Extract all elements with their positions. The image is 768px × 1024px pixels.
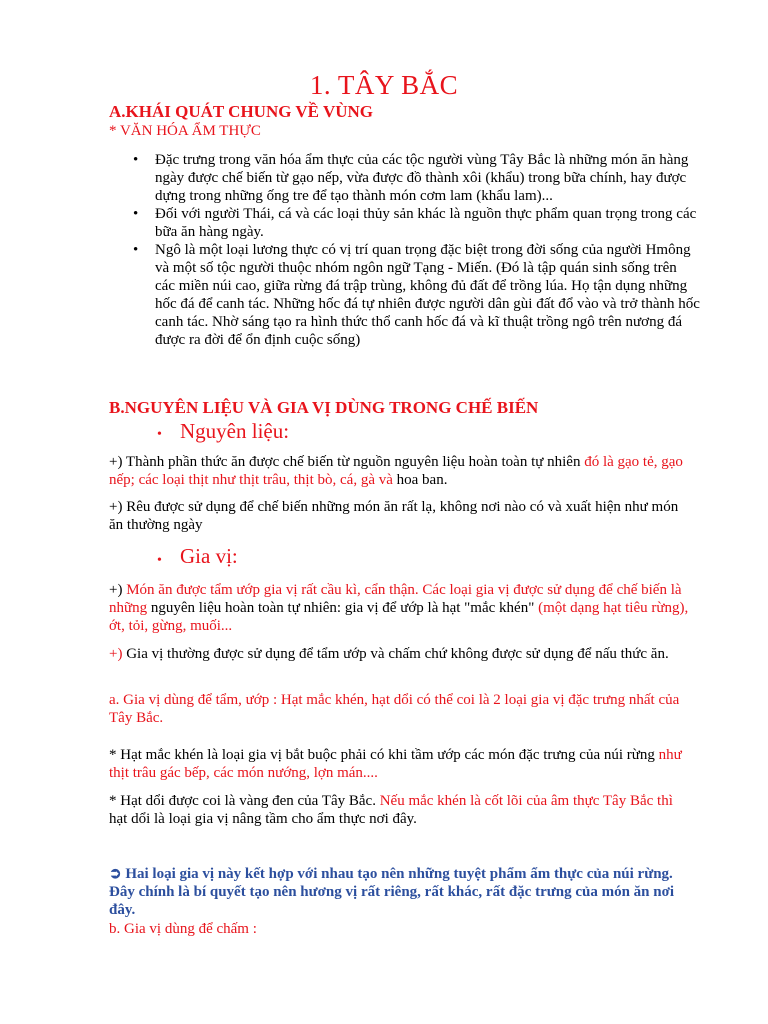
paragraph-text: * Hạt mắc khén là loại gia vị bắt buộc phải có khi tầm ướp các món đặc trưng của núi rừng <box>109 747 659 763</box>
paragraph-text: hạt dổi là loại gia vị nâng tầm cho ẩm thực nơi đây. <box>109 811 417 827</box>
ingredients-paragraph-1 <box>109 453 689 489</box>
mac-khen-paragraph <box>109 746 689 782</box>
summary-paragraph <box>109 865 689 919</box>
section-b-heading: B.NGUYÊN LIỆU VÀ GIA VỊ DÙNG TRONG CHẾ BIẾN <box>109 398 539 417</box>
list-item: • Đối với người Thái, cá và các loại thủy sản khác là nguồn thực phẩm quan trọng trong các bữa ăn hàng ngày. <box>155 205 700 241</box>
section-a-heading: A.KHÁI QUÁT CHUNG VỀ VÙNG <box>109 102 374 121</box>
paragraph-text: nguyên liệu hoàn toàn tự nhiên: gia vị để ướp là hạt "mắc khén" <box>147 600 539 616</box>
highlight-text: +) <box>109 646 123 662</box>
bullet-icon: • <box>157 427 162 442</box>
highlight-text: đó là gạo tẻ, gạo nếp; các loại thịt như thịt trâu, thịt bò, cá, gà và <box>109 454 683 488</box>
highlight-text: (một dạng hạt tiêu rừng), ớt, tỏi, gừng, muối... <box>109 600 689 634</box>
paragraph-text: Hai loại gia vị này kết hợp với nhau tạo nên những tuyệt phẩm ẩm thực của núi rừng. Đây chính là bí quyết tạo nên hương vị rất riêng, rất khác, rất đặc trưng của món ăn nơi đây. <box>109 866 675 918</box>
section-a-subheading: * VĂN HÓA ẨM THỰC <box>109 123 261 139</box>
highlight-text: Món ăn được tẩm ướp gia vị rất cầu kì, cẩn thận. Các loại gia vị được sử dụng để chế biến là những <box>109 582 682 616</box>
arrow-right-icon: ➲ <box>109 866 122 882</box>
paragraph-text: +) Thành phần thức ăn được chế biến từ nguồn nguyên liệu hoàn toàn tự nhiên <box>109 454 585 470</box>
highlight-text: Nếu mắc khén là cốt lõi của âm thực Tây Bắc thì <box>379 793 673 809</box>
list-item: • Đặc trưng trong văn hóa ẩm thực của các tộc người vùng Tây Bắc là những món ăn hàng ngày được chế biến từ gạo nếp, vừa được đồ thành xôi (khẩu) trong bữa chính, hay được dựng trong những ống tre để tạo thành món cơm lam (khẩu lam)... <box>155 151 700 205</box>
hat-doi-paragraph <box>109 792 689 828</box>
bullet-icon: • <box>157 553 162 568</box>
dipping-spices-heading: b. Gia vị dùng để chấm : <box>109 921 257 937</box>
section-a-bullet-list <box>155 151 700 349</box>
list-item: • Ngô là một loại lương thực có vị trí quan trọng đặc biệt trong đời sống của người Hmông và một số tộc người thuộc nhóm ngôn ngữ Tạng - Miến. (Đó là tập quán sinh sống trên các miền núi cao, giữa rừng đá trập trùng, không đủ đất để trồng lúa. Họ tận dụng những hốc đá để canh tác. Những hốc đá tự nhiên được người dân gùi đất đổ vào và trở thành hốc canh tác. Nhờ sáng tạo ra hình thức thổ canh hốc đá và kĩ thuật trồng ngô trên nương đá được ra đời để ổn định cuộc sống) <box>155 241 700 349</box>
spices-heading: Gia vị: <box>180 544 238 568</box>
paragraph-text: hoa ban. <box>392 472 448 488</box>
paragraph-text: * Hạt dổi được coi là vàng đen của Tây Bắc. <box>109 793 380 809</box>
marinade-spices-heading: a. Gia vị dùng để tẩm, ướp : Hạt mắc khén, hạt dổi có thể coi là 2 loại gia vị đặc trưng nhất của Tây Bắc. <box>109 692 680 726</box>
ingredients-paragraph-2: +) Rêu được sử dụng để chế biến những món ăn rất lạ, không nơi nào có và xuất hiện như món ăn thường ngày <box>109 499 679 533</box>
ingredients-heading: Nguyên liệu: <box>180 419 290 443</box>
spices-paragraph-1 <box>109 581 689 635</box>
highlight-text: như thịt trâu gác bếp, các món nướng, lợn mán.... <box>109 747 682 781</box>
spices-paragraph-2 <box>109 645 689 663</box>
page-title: 1. TÂY BẮC <box>309 70 459 100</box>
paragraph-text: +) <box>109 582 127 598</box>
paragraph-text: Gia vị thường được sử dụng để tẩm ướp và chấm chứ không được sử dụng để nấu thức ăn. <box>122 646 669 662</box>
